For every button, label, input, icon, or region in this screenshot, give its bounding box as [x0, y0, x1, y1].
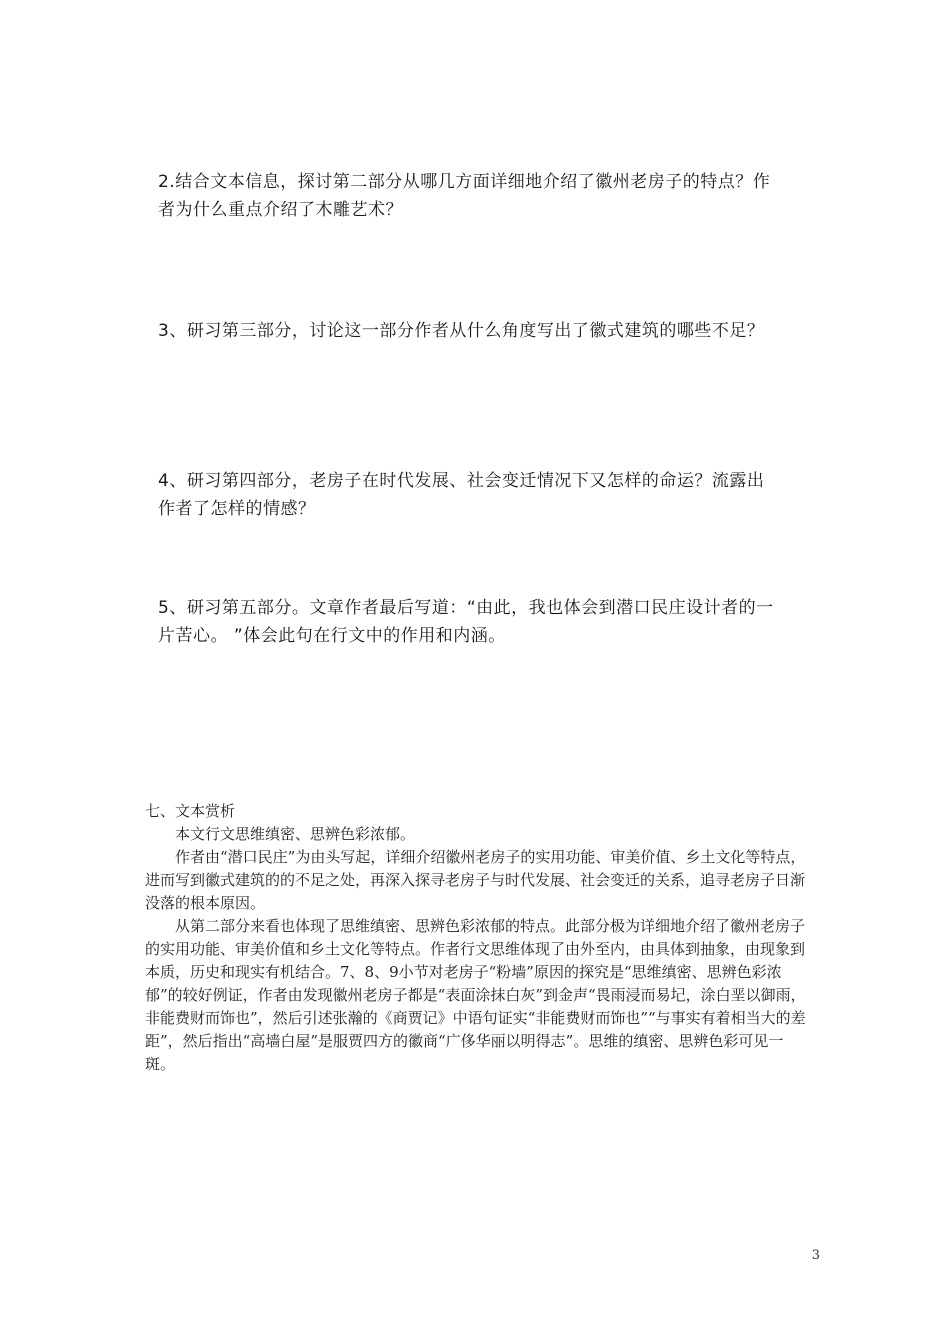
- question-2: [158, 168, 830, 224]
- paragraph: 本文行文思维缜密、思辨色彩浓郁。: [175, 825, 416, 843]
- question-5: [158, 594, 830, 650]
- text-appreciation-section: [145, 800, 810, 1076]
- question-5-line-2: 片苦心。 ”体会此句在行文中的作用和内涵。: [158, 626, 506, 646]
- question-3: [158, 317, 830, 345]
- question-2-line-1: 2.结合文本信息，探讨第二部分从哪几方面详细地介绍了徽州老房子的特点？作: [158, 172, 771, 192]
- paragraph: 作者由“潜口民庄”为由头写起，详细介绍徽州老房子的实用功能、审美价值、乡土文化等特点，进而写到徽式建筑的的不足之处，再深入探寻老房子与时代发展、社会变迁的关系，追寻老房子日渐没落的根本原因。: [145, 848, 806, 912]
- question-4: [158, 467, 830, 523]
- question-4-line-2: 作者了怎样的情感？: [158, 499, 316, 519]
- page-number: 3: [811, 1248, 820, 1263]
- question-4-line-1: 4、研习第四部分，老房子在时代发展、社会变迁情况下又怎样的命运？流露出: [158, 471, 765, 491]
- question-2-line-2: 者为什么重点介绍了木雕艺术？: [158, 200, 403, 220]
- section-heading: 七、文本赏析: [145, 802, 236, 820]
- paragraph: 从第二部分来看也体现了思维缜密、思辨色彩浓郁的特点。此部分极为详细地介绍了徽州老房子的实用功能、审美价值和乡土文化等特点。作者行文思维体现了由外至内，由具体到抽象，由现象到本质，历史和现实有机结合。7、8、9小节对老房子“粉墙”原因的探究是“思维缜密、思辨色彩浓郁”的较好例证，作者由发现徽州老房子都是“表面涂抹白灰”到金声“畏雨浸而易圮，涂白垩以御雨，非能费财而饰也”，然后引述张瀚的《商贾记》中语句证实“非能费财而饰也”“与事实有着相当大的差距”，然后指出“高墙白屋”是服贾四方的徽商“广侈华丽以明得志”。思维的缜密、思辨色彩可见一斑。: [145, 917, 806, 1073]
- question-3-line-1: 3、研习第三部分，讨论这一部分作者从什么角度写出了徽式建筑的哪些不足？: [158, 321, 765, 341]
- question-5-line-1: 5、研习第五部分。文章作者最后写道：“由此，我也体会到潜口民庄设计者的一: [158, 598, 774, 618]
